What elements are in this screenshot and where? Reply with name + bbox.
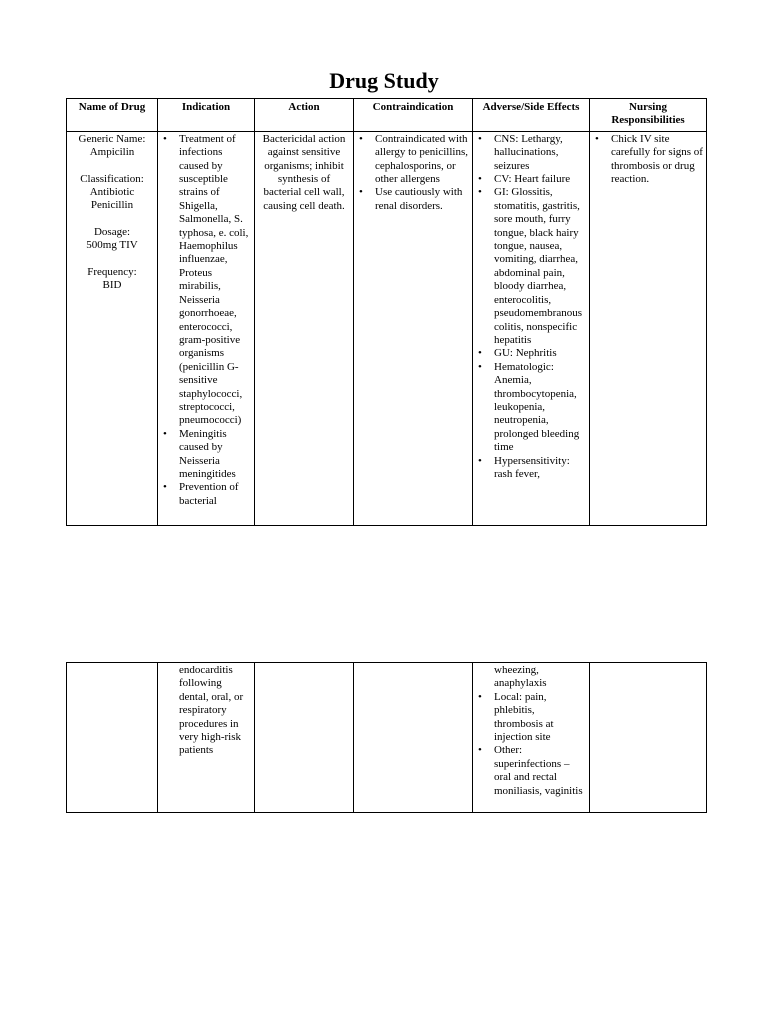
header-row (67, 99, 707, 132)
drug-study-table-continued (66, 662, 707, 813)
dosage-value: 500mg TIV (86, 239, 138, 252)
dosage-label: Dosage: (93, 225, 131, 238)
list-item: • GU: Nephritis (476, 347, 586, 360)
header-indication: Indication (158, 99, 255, 132)
list-item: • CV: Heart failure (476, 173, 586, 186)
nursing-cell (590, 663, 707, 813)
contraindication-cell (354, 663, 473, 813)
header-adverse-effects: Adverse/Side Effects (473, 99, 590, 132)
generic-label: Generic Name: (78, 132, 146, 145)
list-item: • Prevention of bacterial (161, 481, 251, 508)
indication-continued: endocarditis following dental, oral, or respiratory procedures in very high-risk patients (179, 664, 244, 757)
adverse-effects-cell (473, 131, 590, 525)
generic-value: Ampicilin (89, 146, 135, 159)
table-row (67, 663, 707, 813)
action-cell: Bactericidal action against sensitive organisms; inhibit synthesis of bacterial cell wall, causing cell death. (255, 131, 354, 525)
header-name-of-drug: Name of Drug (67, 99, 158, 132)
list-item: • Other: superinfections – oral and rectal moniliasis, vaginitis (476, 744, 586, 798)
list-item: • Contraindicated with allergy to penicillins, cephalosporins, or other allergens (357, 133, 469, 187)
list-item: • Chick IV site carefully for signs of thrombosis or drug reaction. (593, 133, 703, 187)
contraindication-cell (354, 131, 473, 525)
nursing-cell (590, 131, 707, 525)
adverse-effects-cell (473, 663, 590, 813)
action-cell (255, 663, 354, 813)
list-item: • Treatment of infections caused by susceptible strains of Shigella, Salmonella, S. typhosa, e. coli, Haemophilus influenzae, Proteus mirabilis, Neisseria gonorrhoeae, enterococci, gram-positive organisms (penicillin G-sensitive staphylococci, streptococci, pneumococci) (161, 133, 251, 428)
header-action: Action (255, 99, 354, 132)
list-item: • Meningitis caused by Neisseria meningitides (161, 428, 251, 482)
adverse-continued: wheezing, anaphylaxis (494, 664, 547, 690)
frequency-value: BID (102, 279, 122, 292)
frequency-label: Frequency: (87, 265, 137, 278)
table-row (67, 131, 707, 525)
list-item: • Hypersensitivity: rash fever, (476, 455, 586, 482)
classification-value: Antibiotic Penicillin (89, 186, 135, 212)
list-item: • Use cautiously with renal disorders. (357, 186, 469, 213)
list-item: • CNS: Lethargy, hallucinations, seizures (476, 133, 586, 173)
list-item: • Hematologic: Anemia, thrombocytopenia, leukopenia, neutropenia, prolonged bleeding time (476, 361, 586, 455)
header-nursing-responsibilities: Nursing Responsibilities (590, 99, 707, 132)
drug-study-table (66, 98, 707, 526)
indication-cell (158, 663, 255, 813)
list-item: • GI: Glossitis, stomatitis, gastritis, sore mouth, furry tongue, black hairy tongue, nausea, vomiting, diarrhea, abdominal pain, bloody diarrhea, enterocolitis, pseudomembranous colitis, nonspecific hepatitis (476, 186, 586, 347)
page-title: Drug Study (329, 68, 439, 93)
indication-cell (158, 131, 255, 525)
classification-label: Classification: (80, 172, 144, 185)
drug-name-cell (67, 131, 158, 525)
drug-name-cell (67, 663, 158, 813)
header-contraindication: Contraindication (354, 99, 473, 132)
list-item: • Local: pain, phlebitis, thrombosis at injection site (476, 691, 586, 745)
